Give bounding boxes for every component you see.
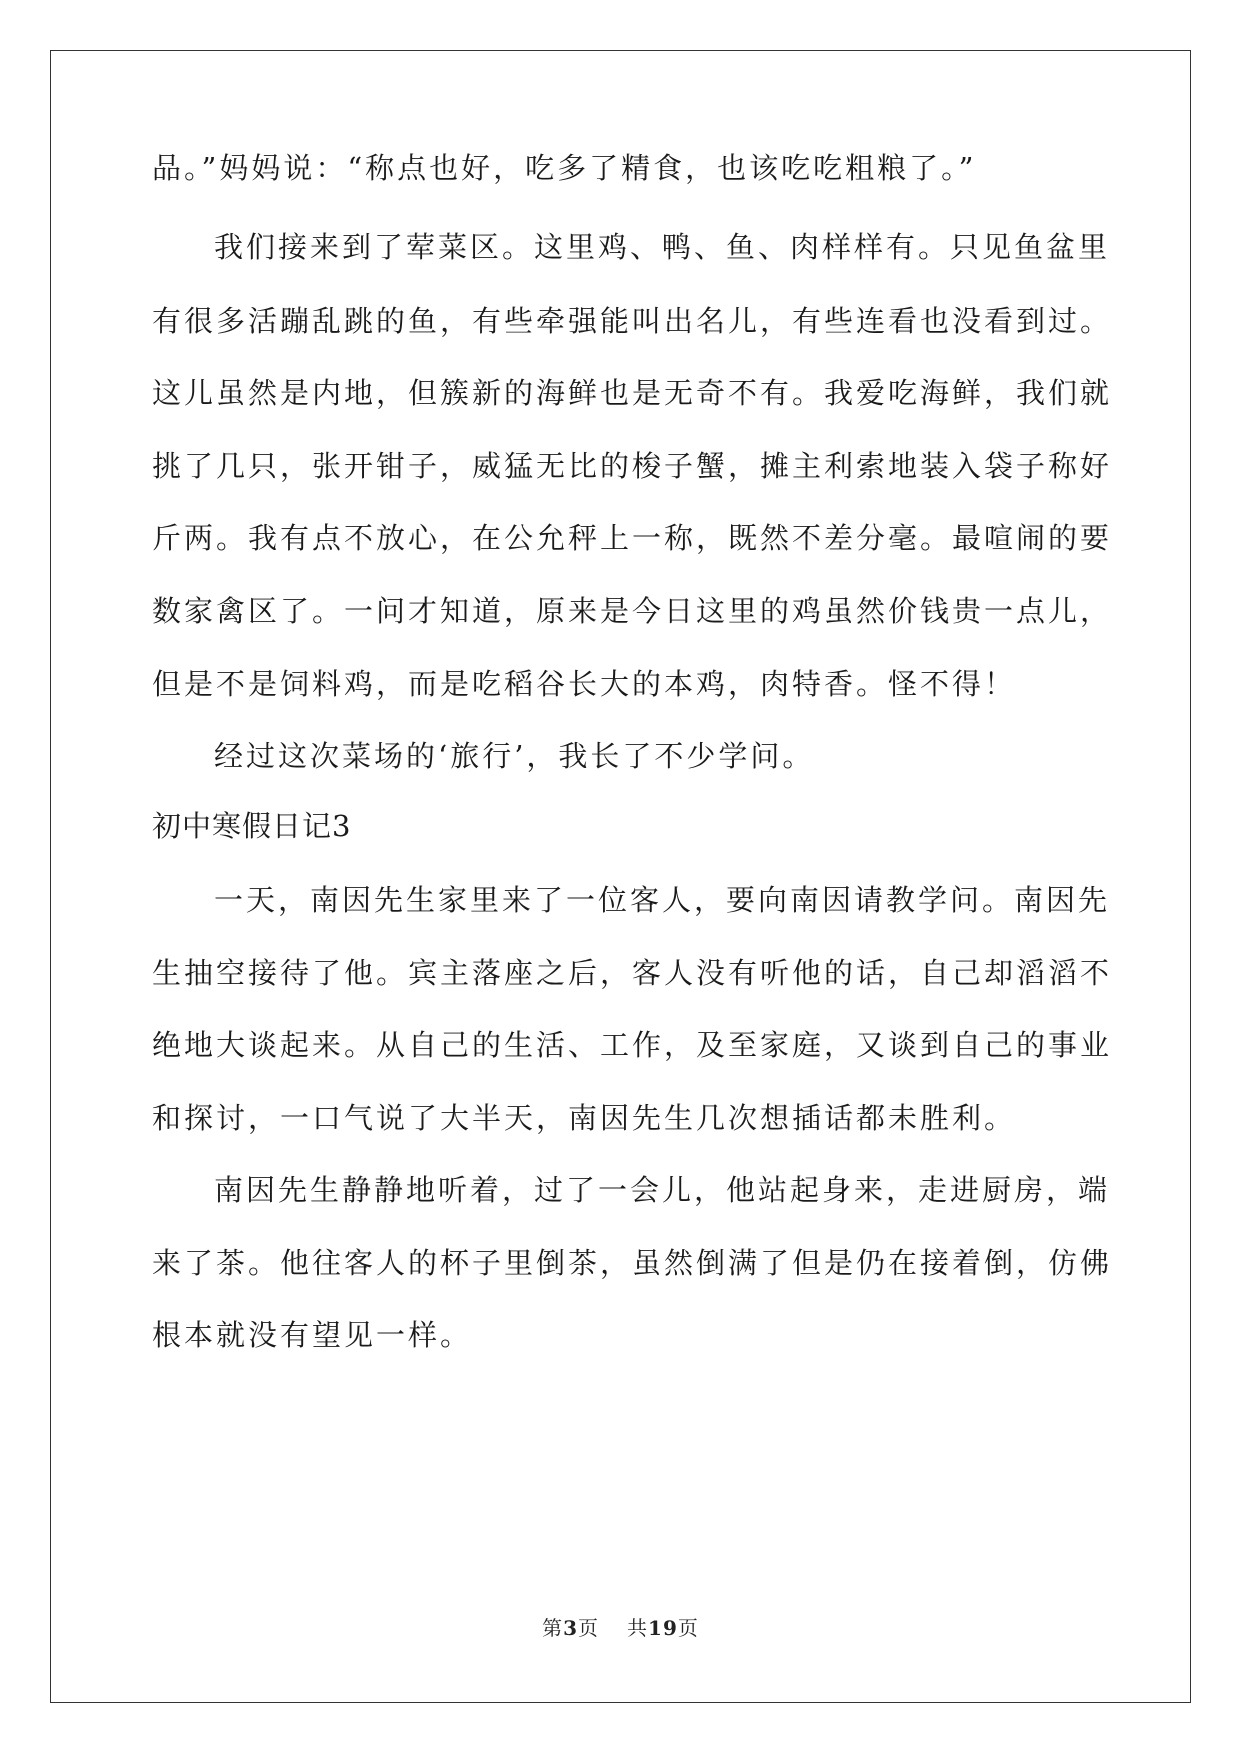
paragraph-line: 有很多活蹦乱跳的鱼，有些牵强能叫出名儿，有些连看也没看到过。 [152,304,1113,338]
paragraph-line: 但是不是饲料鸡，而是吃稻谷长大的本鸡，肉特香。怪不得！ [152,667,1017,701]
page-number-total: 19 [648,1616,678,1640]
page-suffix: 页 [578,1616,600,1640]
paragraph-line: 绝地大谈起来。从自己的生活、工作，及至家庭，又谈到自己的事业 [152,1028,1113,1062]
paragraph-line: 挑了几只，张开钳子，威猛无比的梭子蟹，摊主利索地装入袋子称好 [152,449,1113,483]
paragraph-line: 生抽空接待了他。宾主落座之后，客人没有听他的话，自己却滔滔不 [152,956,1113,990]
page-number-current: 3 [563,1616,579,1640]
paragraph-line: 和探讨，一口气说了大半天，南因先生几次想插话都未胜利。 [152,1101,1017,1135]
page-border [50,50,1191,1703]
paragraph-line: 南因先生静静地听着，过了一会儿，他站起身来，走进厨房，端 [214,1173,1111,1207]
page-footer [0,1612,1241,1641]
total-suffix: 页 [677,1616,699,1640]
paragraph-line: 经过这次菜场的‘旅行’，我长了不少学问。 [214,739,815,773]
paragraph-line: 来了茶。他往客人的杯子里倒茶，虽然倒满了但是仍在接着倒，仿佛 [152,1246,1113,1280]
page-prefix: 第 [542,1616,564,1640]
paragraph-line: 品。”妈妈说：“称点也好，吃多了精食，也该吃吃粗粮了。” [152,151,977,185]
paragraph-line: 数家禽区了。一问才知道，原来是今日这里的鸡虽然价钱贵一点儿， [152,594,1113,628]
paragraph-line: 这儿虽然是内地，但簇新的海鲜也是无奇不有。我爱吃海鲜，我们就 [152,376,1113,410]
paragraph-line: 我们接来到了荤菜区。这里鸡、鸭、鱼、肉样样有。只见鱼盆里 [214,230,1111,264]
total-prefix: 共 [627,1616,649,1640]
section-heading: 初中寒假日记3 [152,809,352,843]
paragraph-line: 斤两。我有点不放心，在公允秤上一称，既然不差分毫。最喧闹的要 [152,521,1113,555]
paragraph-line: 根本就没有望见一样。 [152,1318,473,1352]
paragraph-line: 一天，南因先生家里来了一位客人，要向南因请教学问。南因先 [214,883,1111,917]
